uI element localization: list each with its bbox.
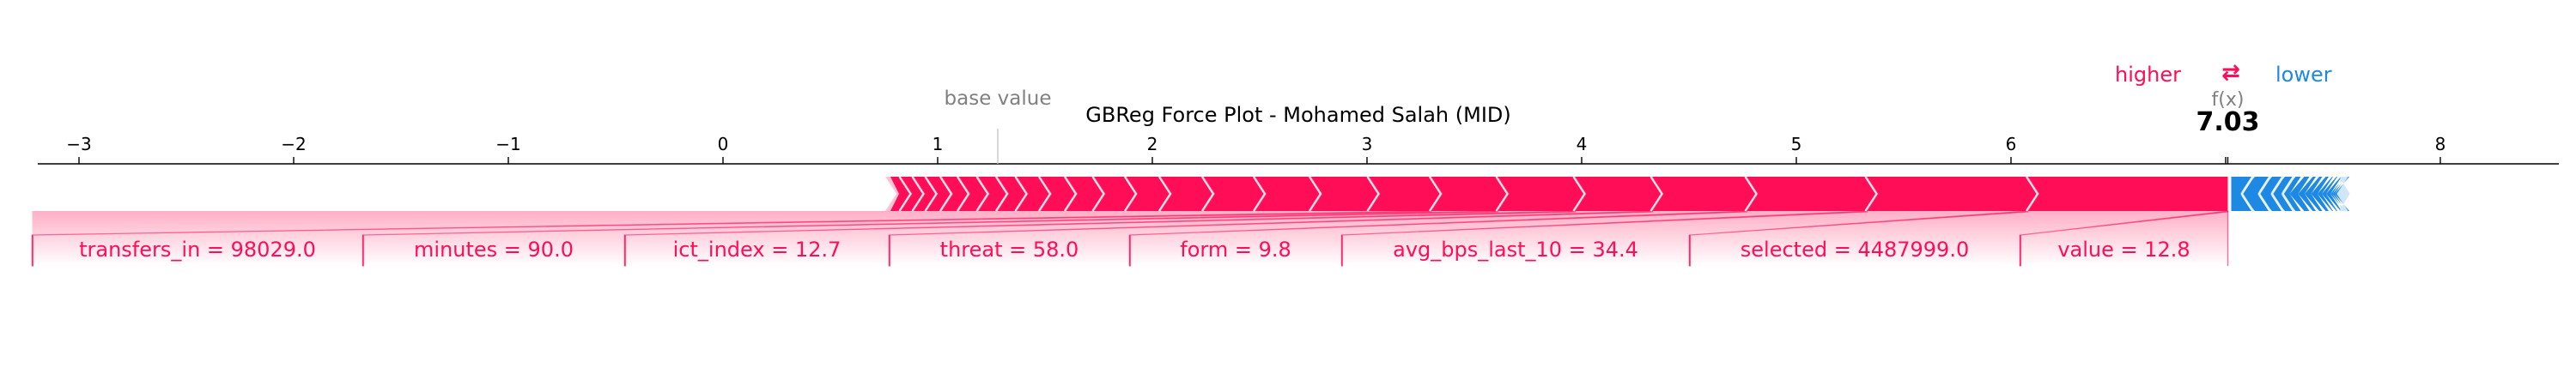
label-layer bbox=[33, 211, 2228, 266]
feature-label-minutes: minutes = 90.0 bbox=[414, 238, 574, 262]
x-tick-label: 0 bbox=[717, 134, 729, 154]
positive-bar-value bbox=[2028, 177, 2228, 211]
feature-label-ict_index: ict_index = 12.7 bbox=[672, 238, 841, 262]
x-axis bbox=[38, 129, 2559, 164]
base-value-label: base value bbox=[944, 87, 1052, 110]
feature-label-threat: threat = 58.0 bbox=[939, 238, 1079, 262]
chart-title: GBReg Force Plot - Mohamed Salah (MID) bbox=[1085, 103, 1511, 127]
positive-bar-selected bbox=[1868, 177, 2040, 211]
legend-swap-icon: ⇄ bbox=[2221, 60, 2240, 86]
x-tick-label: −2 bbox=[281, 134, 307, 154]
fx-value: 7.03 bbox=[2196, 107, 2260, 137]
positive-bar-ict_index bbox=[1498, 177, 1587, 211]
x-tick-label: 5 bbox=[1790, 134, 1802, 154]
feature-label-avg_bps_last_10: avg_bps_last_10 = 34.4 bbox=[1393, 238, 1638, 262]
positive-bar-threat bbox=[1576, 177, 1664, 211]
annotation-layer bbox=[945, 60, 2332, 137]
x-tick-label: 4 bbox=[1576, 134, 1588, 154]
x-tick-label: 2 bbox=[1146, 134, 1158, 154]
bar-layer bbox=[885, 177, 2350, 211]
positive-bar-avg_bps_last_10 bbox=[1747, 177, 1879, 211]
x-tick-label: 1 bbox=[932, 134, 944, 154]
negative-tail bbox=[2337, 177, 2350, 211]
feature-label-transfers_in: transfers_in = 98029.0 bbox=[79, 238, 316, 262]
feature-label-value: value = 12.8 bbox=[2057, 238, 2190, 262]
x-tick-label: 3 bbox=[1361, 134, 1373, 154]
fx-label: f(x) bbox=[2211, 89, 2245, 111]
x-tick-label: −3 bbox=[66, 134, 92, 154]
legend-higher: higher bbox=[2115, 63, 2181, 87]
legend-lower: lower bbox=[2275, 63, 2332, 87]
positive-bar-minutes bbox=[1431, 177, 1510, 211]
x-tick-label: 8 bbox=[2434, 134, 2446, 154]
positive-bar-form bbox=[1653, 177, 1759, 211]
feature-label-form: form = 9.8 bbox=[1180, 238, 1291, 262]
x-tick-label: −1 bbox=[495, 134, 521, 154]
feature-label-selected: selected = 4487999.0 bbox=[1740, 238, 1970, 262]
x-tick-label: 6 bbox=[2005, 134, 2017, 154]
